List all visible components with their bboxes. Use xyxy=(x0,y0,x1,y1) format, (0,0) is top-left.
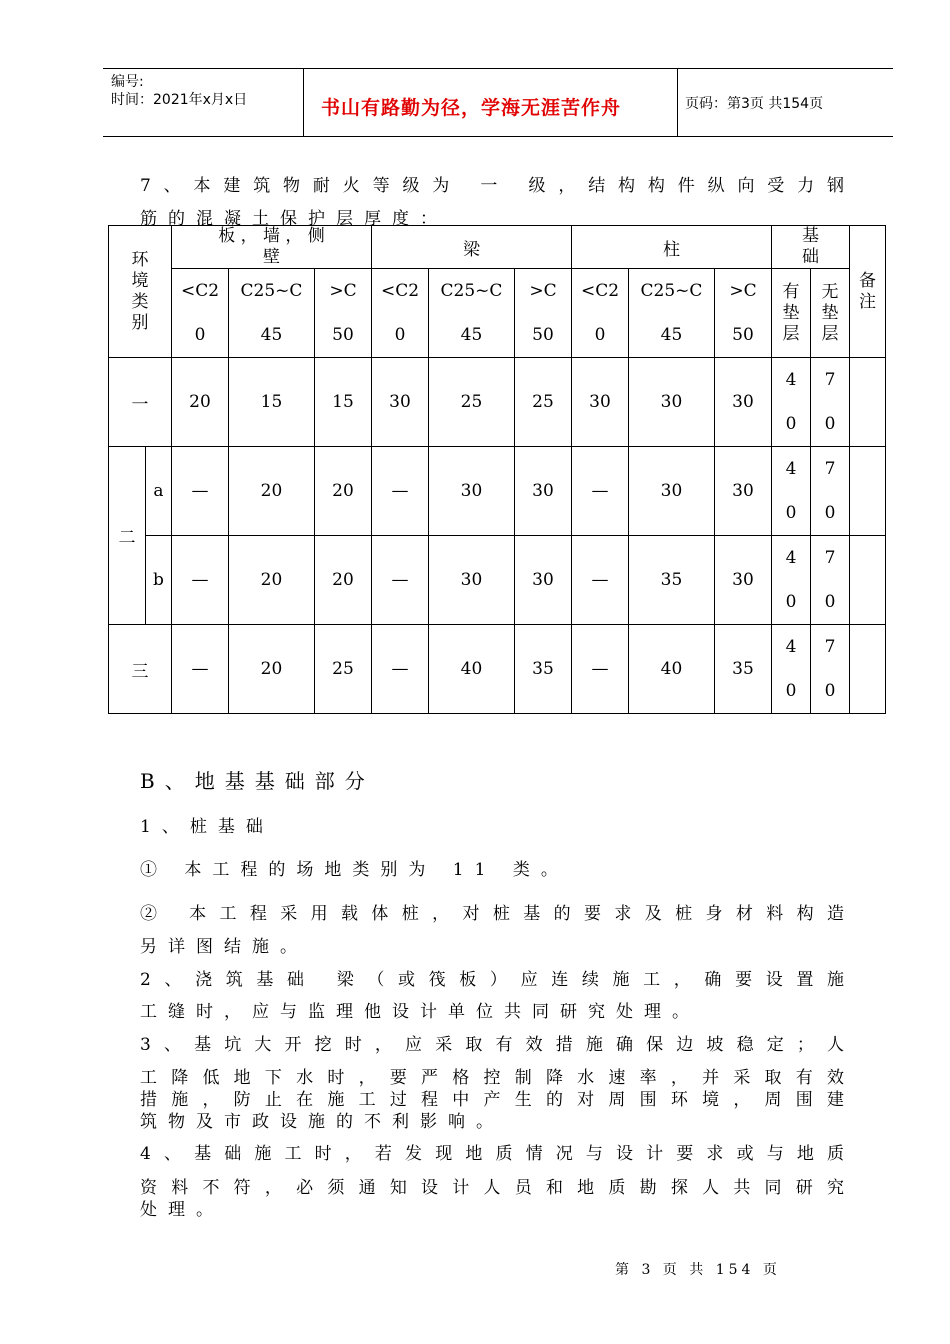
item-1-title: 1、桩基础 xyxy=(140,817,274,837)
foundation-with-cell: 4 0 xyxy=(772,536,811,625)
para-excavation-line-1: 3、基坑大开挖时，应采取有效措施确保边坡稳定；人 xyxy=(140,1035,844,1055)
value-cell: 15 xyxy=(229,358,315,447)
page-footer: 第 3 页 共 154 页 xyxy=(615,1262,781,1278)
grade-header: >C 50 xyxy=(315,269,372,358)
category-cell: 三 xyxy=(109,625,172,714)
remark-cell xyxy=(850,625,886,714)
table-row xyxy=(109,536,886,625)
para-excavation-line-4: 筑物及市政设施的不利影响。 xyxy=(140,1112,504,1132)
value-cell: 30 xyxy=(515,447,572,536)
time-label: 时间：2021年x月x日 xyxy=(111,92,248,108)
foundation-with-cell: 4 0 xyxy=(772,358,811,447)
foundation-with-cell: 4 0 xyxy=(772,625,811,714)
value-cell: 25 xyxy=(315,625,372,714)
remark-cell xyxy=(850,536,886,625)
value-cell: 30 xyxy=(572,358,629,447)
grade-header: C25~C 45 xyxy=(429,269,515,358)
slab-group-header: 板 ， 墙 ， 侧 壁 xyxy=(172,226,372,269)
remark-cell xyxy=(850,358,886,447)
foundation-with-cell: 4 0 xyxy=(772,447,811,536)
foundation-without-cell: 7 0 xyxy=(811,536,850,625)
with-cushion-header: 有 垫 层 xyxy=(772,269,811,358)
value-cell: — xyxy=(372,625,429,714)
page-header xyxy=(103,68,893,137)
value-cell: — xyxy=(572,536,629,625)
para-geology-line-1: 4、基础施工时，若发现地质情况与设计要求或与地质 xyxy=(140,1144,844,1164)
foundation-without-cell: 7 0 xyxy=(811,625,850,714)
value-cell: 20 xyxy=(315,447,372,536)
value-cell: 20 xyxy=(229,447,315,536)
para-geology-line-3: 处理。 xyxy=(140,1200,224,1220)
para-excavation-line-3: 措施，防止在施工过程中产生的对周围环境，周围建 xyxy=(140,1090,844,1110)
value-cell: 30 xyxy=(715,447,772,536)
value-cell: 30 xyxy=(429,536,515,625)
cover-thickness-table xyxy=(108,225,886,714)
value-cell: — xyxy=(172,447,229,536)
value-cell: — xyxy=(572,625,629,714)
para-geology-line-2: 资料不符，必须通知设计人员和地质勘探人共同研究 xyxy=(140,1178,844,1198)
remark-header: 备 注 xyxy=(850,226,886,358)
category-cell: 一 xyxy=(109,358,172,447)
value-cell: 30 xyxy=(429,447,515,536)
para-pile-line-2: 另详图结施。 xyxy=(140,937,308,957)
value-cell: 25 xyxy=(515,358,572,447)
value-cell: 30 xyxy=(715,536,772,625)
value-cell: 30 xyxy=(515,536,572,625)
value-cell: 40 xyxy=(429,625,515,714)
grade-header: C25~C 45 xyxy=(229,269,315,358)
value-cell: 20 xyxy=(315,536,372,625)
header-motto: 书山有路勤为径，学海无涯苦作舟 xyxy=(321,97,622,119)
value-cell: 20 xyxy=(229,625,315,714)
value-cell: — xyxy=(372,536,429,625)
value-cell: 40 xyxy=(629,625,715,714)
page-code: 页码：第3页 共154页 xyxy=(685,96,824,112)
table-row xyxy=(109,358,886,447)
grade-header: <C2 0 xyxy=(172,269,229,358)
value-cell: — xyxy=(372,447,429,536)
intro-line-2: 筋的混凝土保护层厚度： xyxy=(140,209,448,229)
para-site-class: ① 本工程的场地类别为 11 类。 xyxy=(140,860,569,880)
intro-line-1: 7、本建筑物耐火等级为 一 级，结构构件纵向受力钢 xyxy=(140,176,844,196)
value-cell: 30 xyxy=(715,358,772,447)
subcategory-cell: b xyxy=(146,536,172,625)
remark-cell xyxy=(850,447,886,536)
foundation-group-header: 基 础 xyxy=(772,226,850,269)
value-cell: 20 xyxy=(229,536,315,625)
env-header: 环 境 类 别 xyxy=(109,226,172,358)
number-label: 编号: xyxy=(111,74,144,90)
value-cell: 35 xyxy=(715,625,772,714)
value-cell: 35 xyxy=(515,625,572,714)
para-excavation-line-2: 工降低地下水时，要严格控制降水速率，并采取有效 xyxy=(140,1068,844,1088)
table-row xyxy=(109,447,886,536)
para-pour-line-2: 工缝时，应与监理他设计单位共同研究处理。 xyxy=(140,1002,700,1022)
foundation-without-cell: 7 0 xyxy=(811,447,850,536)
para-pour-line-1: 2、浇筑基础 梁（或筏板）应连续施工，确要设置施 xyxy=(140,970,844,990)
value-cell: 30 xyxy=(372,358,429,447)
section-b-title: B、地基基础部分 xyxy=(140,769,375,793)
value-cell: 35 xyxy=(629,536,715,625)
without-cushion-header: 无 垫 层 xyxy=(811,269,850,358)
value-cell: — xyxy=(172,536,229,625)
table-row xyxy=(109,625,886,714)
grade-header: C25~C 45 xyxy=(629,269,715,358)
category-cell: 二 xyxy=(109,447,146,625)
grade-header: >C 50 xyxy=(715,269,772,358)
subcategory-cell: a xyxy=(146,447,172,536)
value-cell: — xyxy=(572,447,629,536)
para-pile-line-1: ② 本工程采用载体桩，对桩基的要求及桩身材料构造 xyxy=(140,904,844,924)
value-cell: 25 xyxy=(429,358,515,447)
grade-header: <C2 0 xyxy=(572,269,629,358)
value-cell: 30 xyxy=(629,447,715,536)
value-cell: 20 xyxy=(172,358,229,447)
beam-group-header: 梁 xyxy=(372,226,572,269)
grade-header: <C2 0 xyxy=(372,269,429,358)
column-group-header: 柱 xyxy=(572,226,772,269)
grade-header: >C 50 xyxy=(515,269,572,358)
foundation-without-cell: 7 0 xyxy=(811,358,850,447)
value-cell: 15 xyxy=(315,358,372,447)
value-cell: — xyxy=(172,625,229,714)
value-cell: 30 xyxy=(629,358,715,447)
